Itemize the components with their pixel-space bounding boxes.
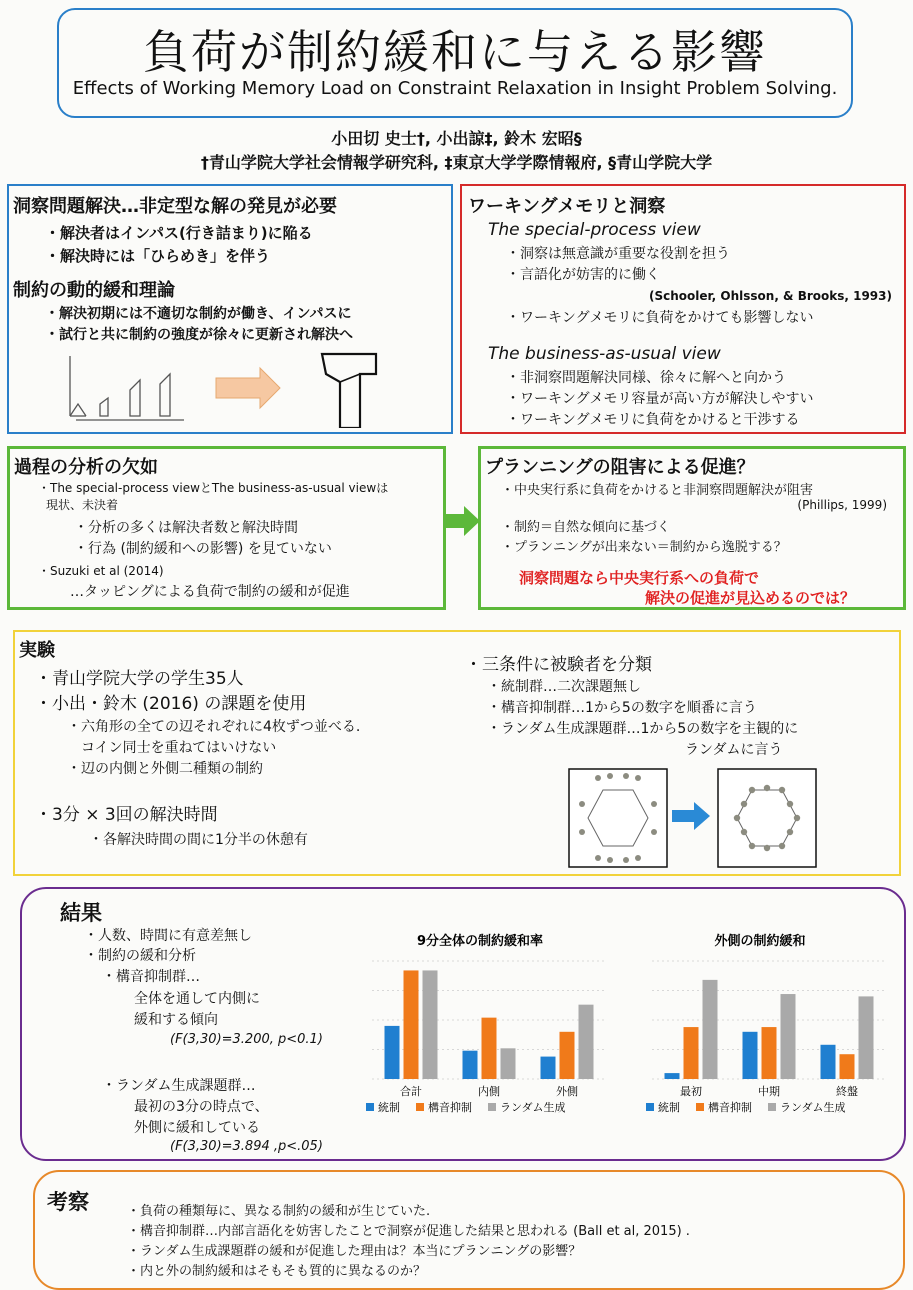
experiment-item-1: ・青山学院大学の学生35人 xyxy=(35,669,244,689)
chart-overall-relaxation xyxy=(344,929,616,1125)
coin-hexagon-diagram xyxy=(568,768,868,870)
bar-中期-ランダム生成 xyxy=(781,994,796,1079)
relaxation-item-2: ・試行と共に制約の強度が徐々に更新され解決へ xyxy=(45,327,353,343)
insight-item-2: ・解決時には「ひらめき」を伴う xyxy=(45,247,271,265)
t-shape-icon xyxy=(322,354,376,428)
insight-item-1: ・解決者はインパス(行き詰まり)に陥る xyxy=(45,224,313,242)
bar-最初-ランダム生成 xyxy=(703,980,718,1079)
legend-label: ランダム生成 xyxy=(780,1101,846,1114)
discussion-item-3: ・ランダム生成課題群の緩和が促進した理由は？本当にプランニングの影響？ xyxy=(127,1244,582,1259)
x-tick-label: 終盤 xyxy=(836,1085,858,1098)
experiment-sub-2: ・辺の内側と外側二種類の制約 xyxy=(67,761,263,777)
bar-最初-構音抑制 xyxy=(684,1027,699,1079)
x-tick-label: 中期 xyxy=(758,1085,780,1098)
legend-label: 構音抑制 xyxy=(428,1101,472,1114)
legend-swatch xyxy=(366,1103,374,1111)
view1-citation: (Schooler, Ohlsson, & Brooks, 1993) xyxy=(648,289,892,303)
experiment-heading: 実験 xyxy=(19,640,55,661)
view2-item-2: ・ワーキングメモリ容量が高い方が解決しやすい xyxy=(506,391,814,407)
author-names: 小田切 史士†, 小出諒‡, 鈴木 宏昭§ xyxy=(331,129,582,148)
results-stat-1: (F(3,30)=3.200, p<0.1) xyxy=(170,1032,323,1047)
bar-内側-構音抑制 xyxy=(482,1018,497,1079)
author-affiliations: †青山学院大学社会情報学研究科, ‡東京大学学際情報府, §青山学院大学 xyxy=(200,153,713,172)
legend-label: 統制 xyxy=(658,1101,680,1114)
view2-item-1: ・非洞察問題解決同様、徐々に解へと向かう xyxy=(506,370,786,386)
phillips-citation: (Phillips, 1999) xyxy=(797,498,887,512)
bar-中期-構音抑制 xyxy=(762,1027,777,1079)
legend-swatch xyxy=(646,1103,654,1111)
bar-内側-統制 xyxy=(463,1051,478,1079)
results-group-2b: 外側に緩和している xyxy=(134,1120,260,1136)
suzuki-finding: …タッピングによる負荷で制約の緩和が促進 xyxy=(70,584,350,600)
results-box xyxy=(20,887,906,1161)
results-item-1: ・人数、時間に有意差無し xyxy=(84,928,252,944)
discussion-item-1: ・負荷の種類毎に、異なる制約の緩和が生じていた. xyxy=(127,1204,431,1219)
business-as-usual-view: The business-as-usual view xyxy=(488,344,721,364)
experiment-item-2: ・小出・鈴木 (2016) の課題を使用 xyxy=(35,694,307,714)
condition-3b: ランダムに言う xyxy=(685,742,783,758)
bar-合計-構音抑制 xyxy=(404,970,419,1079)
bar-内側-ランダム生成 xyxy=(501,1048,516,1079)
results-group-1: ・構音抑制群… xyxy=(102,969,200,985)
bar-合計-ランダム生成 xyxy=(423,970,438,1079)
planning-box xyxy=(478,446,906,610)
legend-swatch xyxy=(416,1103,424,1111)
discussion-item-4: ・内と外の制約緩和はそもそも質的に異なるのか？ xyxy=(127,1264,427,1279)
arrow-right-icon xyxy=(672,802,710,830)
title-box xyxy=(57,8,853,118)
planning-item-3: ・プランニングが出来ない＝制約から逸脱する？ xyxy=(501,540,787,555)
title-en: Effects of Working Memory Load on Constraint Relaxation in Insight Problem Solving. xyxy=(72,78,838,99)
bar-外側-構音抑制 xyxy=(560,1032,575,1079)
chart-title: 9分全体の制約緩和率 xyxy=(416,934,544,949)
insight-box xyxy=(7,184,453,434)
bar-終盤-統制 xyxy=(821,1045,836,1079)
results-group-2a: 最初の3分の時点で、 xyxy=(134,1099,269,1115)
legend-swatch xyxy=(696,1103,704,1111)
results-group-1a: 全体を通して内側に xyxy=(134,991,260,1007)
condition-3: ・ランダム生成課題群…1から5の数字を主観的に xyxy=(487,721,799,737)
results-item-2: ・制約の緩和分析 xyxy=(84,948,196,964)
discussion-heading: 考察 xyxy=(47,1190,89,1214)
bar-終盤-構音抑制 xyxy=(840,1054,855,1079)
chart-outer-relaxation xyxy=(624,929,896,1125)
x-tick-label: 内側 xyxy=(478,1085,500,1098)
planning-item-2: ・制約＝自然な傾向に基づく xyxy=(501,520,671,535)
bar-中期-統制 xyxy=(743,1032,758,1079)
experiment-box xyxy=(13,630,901,876)
condition-1: ・統制群…二次課題無し xyxy=(487,679,641,695)
process-line-2: 現状、未決着 xyxy=(46,498,119,512)
results-group-1b: 緩和する傾向 xyxy=(134,1012,218,1028)
legend-label: ランダム生成 xyxy=(500,1101,566,1114)
suzuki-citation: ・Suzuki et al (2014) xyxy=(38,564,164,578)
process-sub-2: ・行為 (制約緩和への影響) を見ていない xyxy=(74,541,332,557)
process-sub-1: ・分析の多くは解決者数と解決時間 xyxy=(74,520,298,536)
bar-外側-統制 xyxy=(541,1057,556,1079)
relaxation-heading: 制約の動的緩和理論 xyxy=(13,280,175,301)
results-stat-2: (F(3,30)=3.894 ,p<.05) xyxy=(170,1139,323,1154)
insight-heading: 洞察問題解決…非定型な解の発見が必要 xyxy=(13,196,337,217)
wm-heading: ワーキングメモリと洞察 xyxy=(468,196,666,217)
legend-label: 統制 xyxy=(378,1101,400,1114)
process-line-1: ・The special-process viewとThe business-as-usual viewは xyxy=(38,481,389,495)
legend-label: 構音抑制 xyxy=(708,1101,752,1114)
experiment-item-3: ・3分 × 3回の解決時間 xyxy=(35,805,218,825)
results-group-2: ・ランダム生成課題群… xyxy=(102,1078,256,1094)
discussion-item-2: ・構音抑制群…内部言語化を妨害したことで洞察が促進した結果と思われる (Ball et al, 2015) . xyxy=(127,1224,690,1239)
planning-conclusion-2: 解決の促進が見込めるのでは？ xyxy=(645,589,856,607)
process-box xyxy=(7,446,446,610)
view1-item-3: ・ワーキングメモリに負荷をかけても影響しない xyxy=(506,310,814,326)
experiment-sub-1: ・六角形の全ての辺それぞれに4枚ずつ並べる. xyxy=(67,719,361,735)
planning-heading: プランニングの阻害による促進？ xyxy=(485,457,755,478)
planning-item-1: ・中央実行系に負荷をかけると非洞察問題解決が阻害 xyxy=(501,483,814,498)
bar-最初-統制 xyxy=(665,1073,680,1079)
t-puzzle-illustration xyxy=(64,348,444,428)
process-heading: 過程の分析の欠如 xyxy=(14,457,158,478)
bar-合計-統制 xyxy=(385,1026,400,1079)
results-heading: 結果 xyxy=(60,901,102,925)
view2-item-3: ・ワーキングメモリに負荷をかけると干渉する xyxy=(506,412,800,428)
arrow-right-icon xyxy=(442,504,482,538)
view1-item-1: ・洞察は無意識が重要な役割を担う xyxy=(506,246,730,262)
condition-2: ・構音抑制群…1から5の数字を順番に言う xyxy=(487,700,757,716)
legend-swatch xyxy=(488,1103,496,1111)
x-tick-label: 合計 xyxy=(400,1085,422,1098)
chart-title: 外側の制約緩和 xyxy=(714,934,806,949)
arrow-icon xyxy=(216,368,280,408)
discussion-box xyxy=(33,1170,905,1290)
experiment-sub-1b: コイン同士を重ねてはいけない xyxy=(81,740,277,756)
relaxation-item-1: ・解決初期には不適切な制約が働き、インパスに xyxy=(45,306,352,322)
bar-外側-ランダム生成 xyxy=(579,1005,594,1079)
legend-swatch xyxy=(768,1103,776,1111)
x-tick-label: 最初 xyxy=(680,1085,702,1098)
wm-box xyxy=(460,184,906,434)
title-jp: 負荷が制約緩和に与える影響 xyxy=(143,25,767,79)
bar-終盤-ランダム生成 xyxy=(859,996,874,1079)
x-tick-label: 外側 xyxy=(556,1085,578,1098)
view1-item-2: ・言語化が妨害的に働く xyxy=(506,267,660,283)
experiment-sub-3: ・各解決時間の間に1分半の休憩有 xyxy=(89,832,308,848)
conditions-heading: ・三条件に被験者を分類 xyxy=(465,655,652,675)
special-process-view: The special-process view xyxy=(488,220,701,240)
planning-conclusion-1: 洞察問題なら中央実行系への負荷で xyxy=(519,569,760,587)
